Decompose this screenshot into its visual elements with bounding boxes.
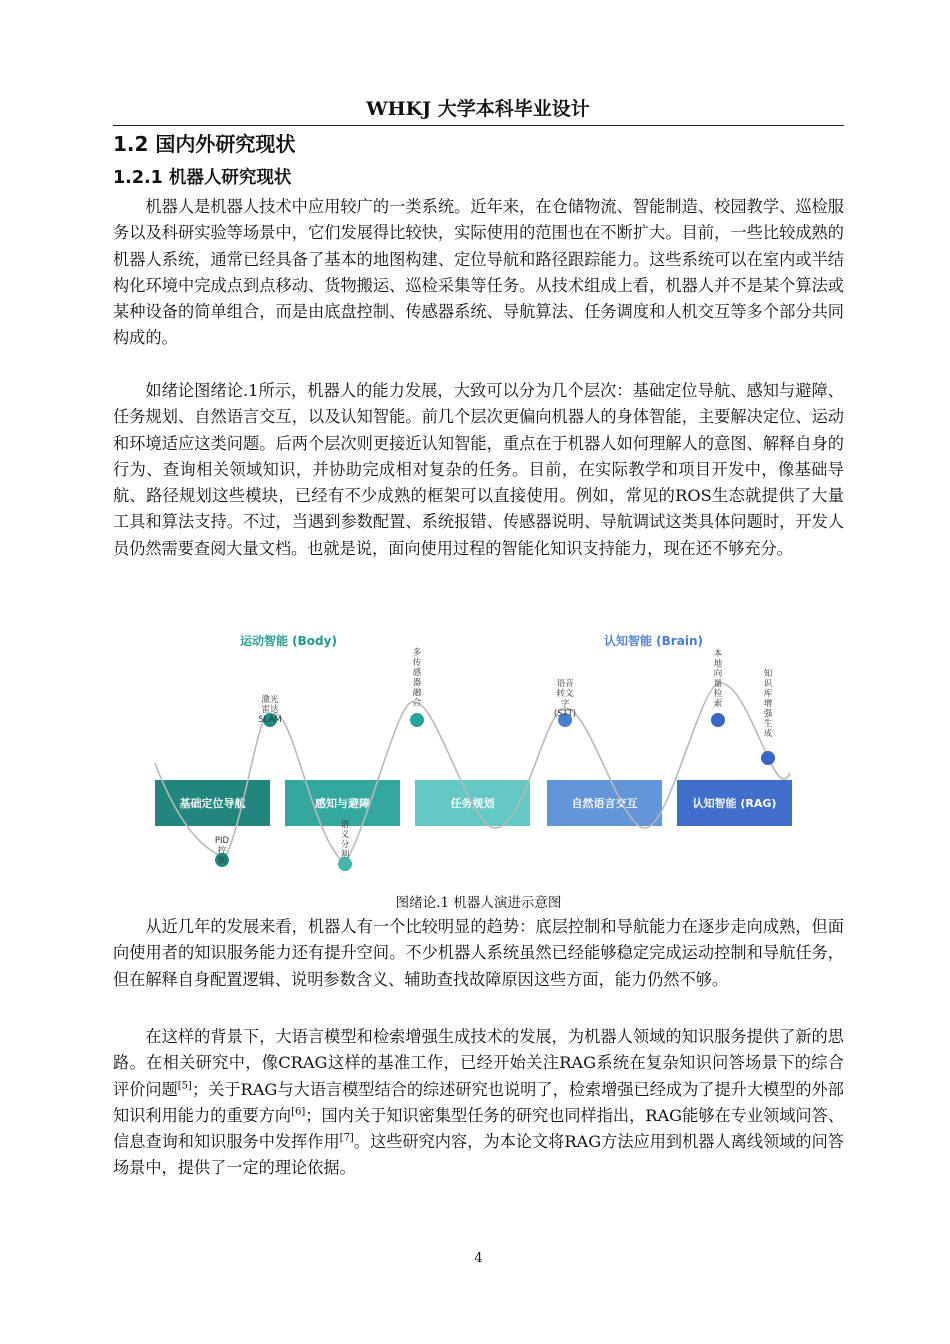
feature-node-label: 割	[340, 850, 350, 860]
paragraph-4-text-3: ；国内关于知识密集型任务的研究也同样指出，RAG能够在专业领域问答、信息查询和知识服务中发挥作用	[113, 1105, 845, 1152]
stage-box-5	[677, 780, 792, 826]
feature-node-4	[338, 820, 352, 871]
feature-node-label: 多	[412, 648, 422, 658]
feature-node-label: 雷达	[261, 705, 279, 715]
feature-node-label: 义	[340, 830, 350, 840]
stage-label: 感知与避障	[315, 797, 370, 810]
feature-node-label: PID	[214, 836, 230, 846]
stage-box-4	[547, 780, 662, 826]
citation-5: [5]	[177, 1080, 192, 1092]
feature-node-label: 合	[412, 698, 422, 708]
feature-node-label: 融	[412, 688, 422, 698]
group-label-brain: 认知智能 (Brain)	[604, 634, 703, 648]
feature-node-dot	[410, 713, 424, 727]
feature-node-label: SLAM	[258, 715, 282, 725]
feature-node-label: 增	[763, 699, 773, 709]
feature-node-label: 感	[412, 668, 422, 678]
feature-node-label: 强	[763, 709, 773, 719]
feature-node-5	[554, 678, 576, 727]
feature-node-label: 控	[217, 846, 227, 856]
section-heading: 1.2 国内外研究现状	[113, 132, 296, 156]
feature-node-label: (STT)	[553, 709, 577, 719]
feature-node-label: 本	[713, 649, 723, 659]
feature-node-label: 转文	[556, 689, 574, 699]
citation-6: [6]	[291, 1106, 306, 1118]
feature-node-1	[258, 694, 281, 727]
group-label-body: 运动智能 (Body)	[240, 634, 337, 648]
paragraph-3: 从近几年的发展来看，机器人有一个比较明显的趋势：底层控制和导航能力在逐步走向成熟，但面向使用者的知识服务能力还有提升空间。不少机器人系统虽然已经能够稳定完成运动控制和导航任务，但在解释自身配置逻辑、说明参数含义、辅助查找故障原因这些方面，能力仍然不够。	[113, 917, 844, 989]
feature-node-label: 量	[713, 679, 723, 689]
feature-node-label: 分	[340, 840, 350, 850]
feature-node-label: 语音	[556, 679, 574, 689]
feature-node-label: 传	[412, 658, 422, 668]
stage-boxes	[155, 780, 792, 826]
citation-7: [7]	[339, 1132, 354, 1144]
robot-evolution-figure	[150, 628, 800, 890]
feature-node-label: 库	[763, 689, 773, 699]
feature-node-label: 语	[340, 820, 350, 830]
stage-label: 任务规划	[450, 797, 495, 810]
running-header: WHKJ 大学本科毕业设计	[366, 98, 590, 120]
feature-node-label: 器	[412, 678, 422, 688]
paragraph-2: 如绪论图绪论.1所示，机器人的能力发展，大致可以分为几个层次：基础定位导航、感知与避障、任务规划、自然语言交互，以及认知智能。前几个层次更偏向机器人的身体智能，主要解决定位、运动和环境适应这类问题。后两个层次则更接近认知智能，重点在于机器人如何理解人的意图、解释自身的行为、查询相关领域知识，并协助完成相对复杂的任务。目前，在实际教学和项目开发中，像基础导航、路径规划这些模块，已经有不少成熟的框架可以直接使用。例如，常见的ROS生态就提供了大量工具和算法支持。不过，当遇到参数配置、系统报错、传感器说明、导航调试这类具体问题时，开发人员仍然需要查阅大量文档。也就是说，面向使用过程的智能化知识支持能力，现在还不够充分。	[113, 381, 844, 558]
evolution-wave	[155, 683, 790, 863]
feature-node-7	[761, 668, 775, 765]
feature-node-label: 成	[763, 729, 773, 739]
paragraph-4	[113, 1024, 844, 1182]
feature-node-dot	[761, 751, 775, 765]
stage-label: 认知智能 (RAG)	[692, 797, 777, 810]
feature-node-label: 识	[763, 679, 773, 689]
paragraph-4-text-1: 在这样的背景下，大语言模型和检索增强生成技术的发展，为机器人领域的知识服务提供了新的思路。在相关研究中，像CRAG这样的基准工作，已经开始关注RAG系统在复杂知识问答场景下的综合评价问题	[113, 1027, 844, 1099]
feature-node-dot	[711, 713, 725, 727]
feature-node-label: 知	[763, 669, 773, 679]
feature-node-6	[711, 648, 725, 727]
header-rule	[113, 125, 844, 126]
feature-node-label: 地	[713, 659, 723, 669]
page-number: 4	[474, 1251, 483, 1266]
paragraph-4-text-2: ；关于RAG与大语言模型结合的综述研究也说明了，检索增强已经成为了提升大模型的外部知识利用能力的重要方向	[113, 1079, 844, 1125]
feature-node-3	[410, 647, 424, 727]
paragraph-4-text-4: 。这些研究内容，为本论文将RAG方法应用到机器人离线领域的问答场景中，提供了一定的理论依据。	[113, 1132, 844, 1178]
feature-node-label: 向	[713, 669, 723, 679]
paragraph-1: 机器人是机器人技术中应用较广的一类系统。近年来，在仓储物流、智能制造、校园教学、巡检服务以及科研实验等场景中，它们发展得比较快，实际使用的范围也在不断扩大。目前，一些比较成熟的机器人系统，通常已经具备了基本的地图构建、定位导航和路径跟踪能力。这些系统可以在室内或半结构化环境中完成点到点移动、货物搬运、巡检采集等任务。从技术组成上看，机器人并不是某个算法或某种设备的简单组合，而是由底盘控制、传感器系统、导航算法、任务调度和人机交互等多个部分共同构成的。	[113, 197, 844, 348]
feature-node-label: 生	[763, 719, 773, 729]
subsection-heading: 1.2.1 机器人研究现状	[113, 168, 292, 188]
feature-node-label: 字	[560, 699, 570, 709]
feature-node-label: 检	[713, 689, 723, 699]
stage-label: 自然语言交互	[571, 797, 638, 810]
stage-label: 基础定位导航	[179, 797, 246, 810]
figure-caption: 图绪论.1 机器人演进示意图	[395, 895, 562, 911]
feature-node-label: 索	[713, 699, 723, 709]
feature-node-label: 制	[217, 856, 227, 866]
feature-node-label: 激光	[261, 695, 279, 705]
